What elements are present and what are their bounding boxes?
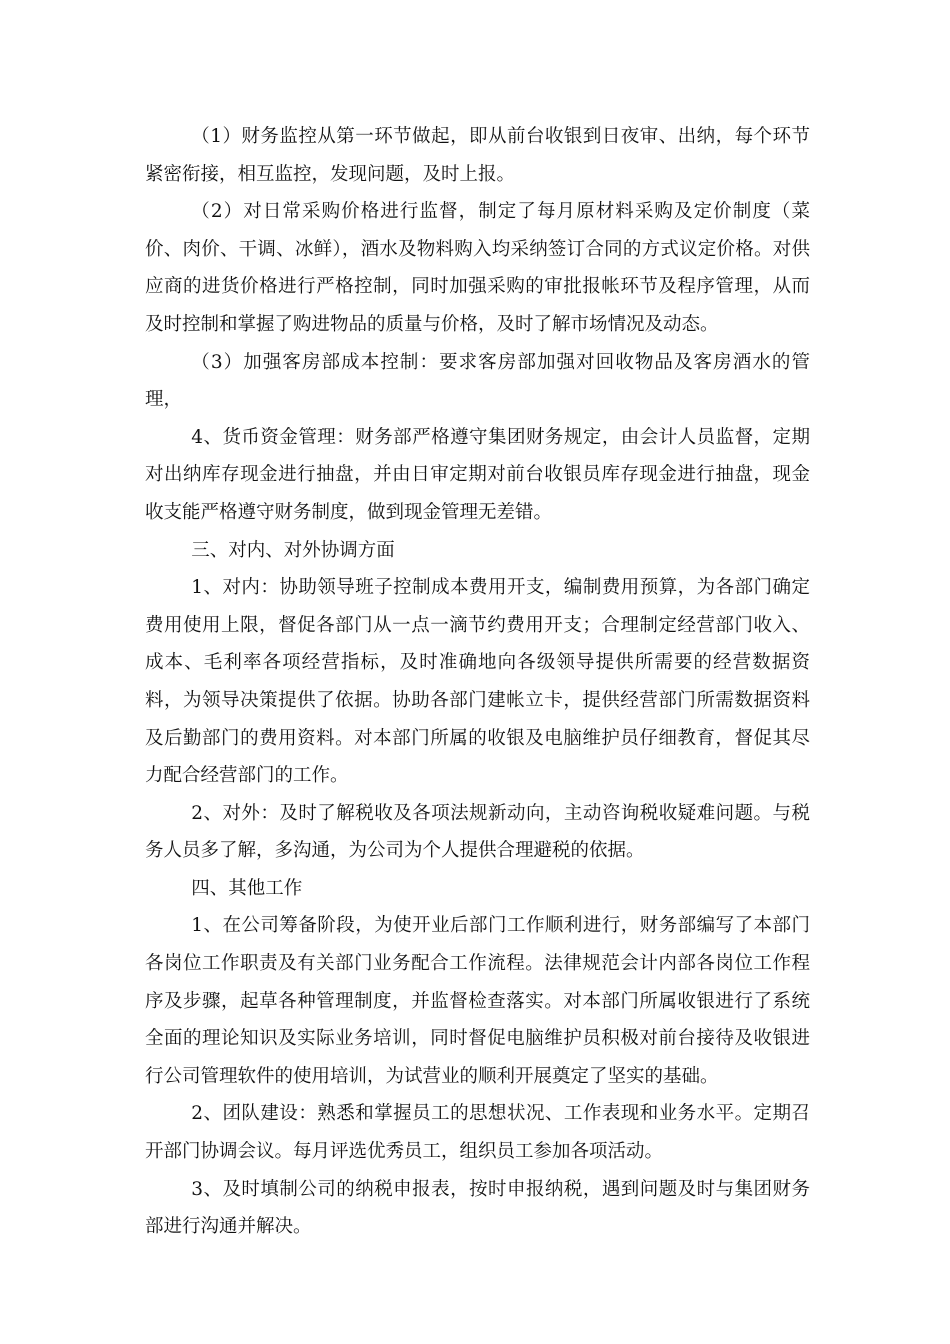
document-body xyxy=(145,118,810,1246)
paragraph-financial-monitoring: （1）财务监控从第一环节做起，即从前台收银到日夜审、出纳，每个环节紧密衔接，相互监控，发现问题，及时上报。 xyxy=(145,126,810,185)
paragraph-team-building: 2、团队建设：熟悉和掌握员工的思想状况、工作表现和业务水平。定期召开部门协调会议。每月评选优秀员工，组织员工参加各项活动。 xyxy=(145,1103,810,1163)
section-heading-coordination: 三、对内、对外协调方面 xyxy=(191,539,395,561)
section-heading-other-work: 四、其他工作 xyxy=(191,877,303,899)
paragraph-purchase-price-supervision: （2）对日常采购价格进行监督，制定了每月原材料采购及定价制度（菜价、肉价、干调、冰鲜），酒水及物料购入均采纳签订合同的方式议定价格。对供应商的进货价格进行严格控制，同时加强采购的审批报帐环节及程序管理，从而及时控制和掌握了购进物品的质量与价格，及时了解市场情况及动态。 xyxy=(145,201,810,335)
paragraph-tax-filing: 3、及时填制公司的纳税申报表，按时申报纳税，遇到问题及时与集团财务部进行沟通并解决。 xyxy=(145,1178,810,1238)
paragraph-external-coordination: 2、对外：及时了解税收及各项法规新动向，主动咨询税收疑难问题。与税务人员多了解，多沟通，为公司为个人提供合理避税的依据。 xyxy=(145,802,810,862)
paragraph-cash-management: 4、货币资金管理：财务部严格遵守集团财务规定，由会计人员监督，定期对出纳库存现金进行抽盘，并由日审定期对前台收银员库存现金进行抽盘，现金收支能严格遵守财务制度，做到现金管理无差错。 xyxy=(145,426,810,523)
paragraph-preparation-stage: 1、在公司筹备阶段，为使开业后部门工作顺利进行，财务部编写了本部门各岗位工作职责及有关部门业务配合工作流程。法律规范会计内部各岗位工作程序及步骤，起草各种管理制度，并监督检查落实。对本部门所属收银进行了系统全面的理论知识及实际业务培训，同时督促电脑维护员积极对前台接待及收银进行公司管理软件的使用培训，为试营业的顺利开展奠定了坚实的基础。 xyxy=(145,915,810,1087)
paragraph-housekeeping-cost-control: （3）加强客房部成本控制：要求客房部加强对回收物品及客房酒水的管理， xyxy=(145,351,810,411)
paragraph-internal-coordination: 1、对内：协助领导班子控制成本费用开支，编制费用预算，为各部门确定费用使用上限，督促各部门从一点一滴节约费用开支；合理制定经营部门收入、成本、毛利率各项经营指标，及时准确地向各级领导提供所需要的经营数据资料，为领导决策提供了依据。协助各部门建帐立卡，提供经营部门所需数据资料及后勤部门的费用资料。对本部门所属的收银及电脑维护员仔细教育，督促其尽力配合经营部门的工作。 xyxy=(145,577,810,787)
